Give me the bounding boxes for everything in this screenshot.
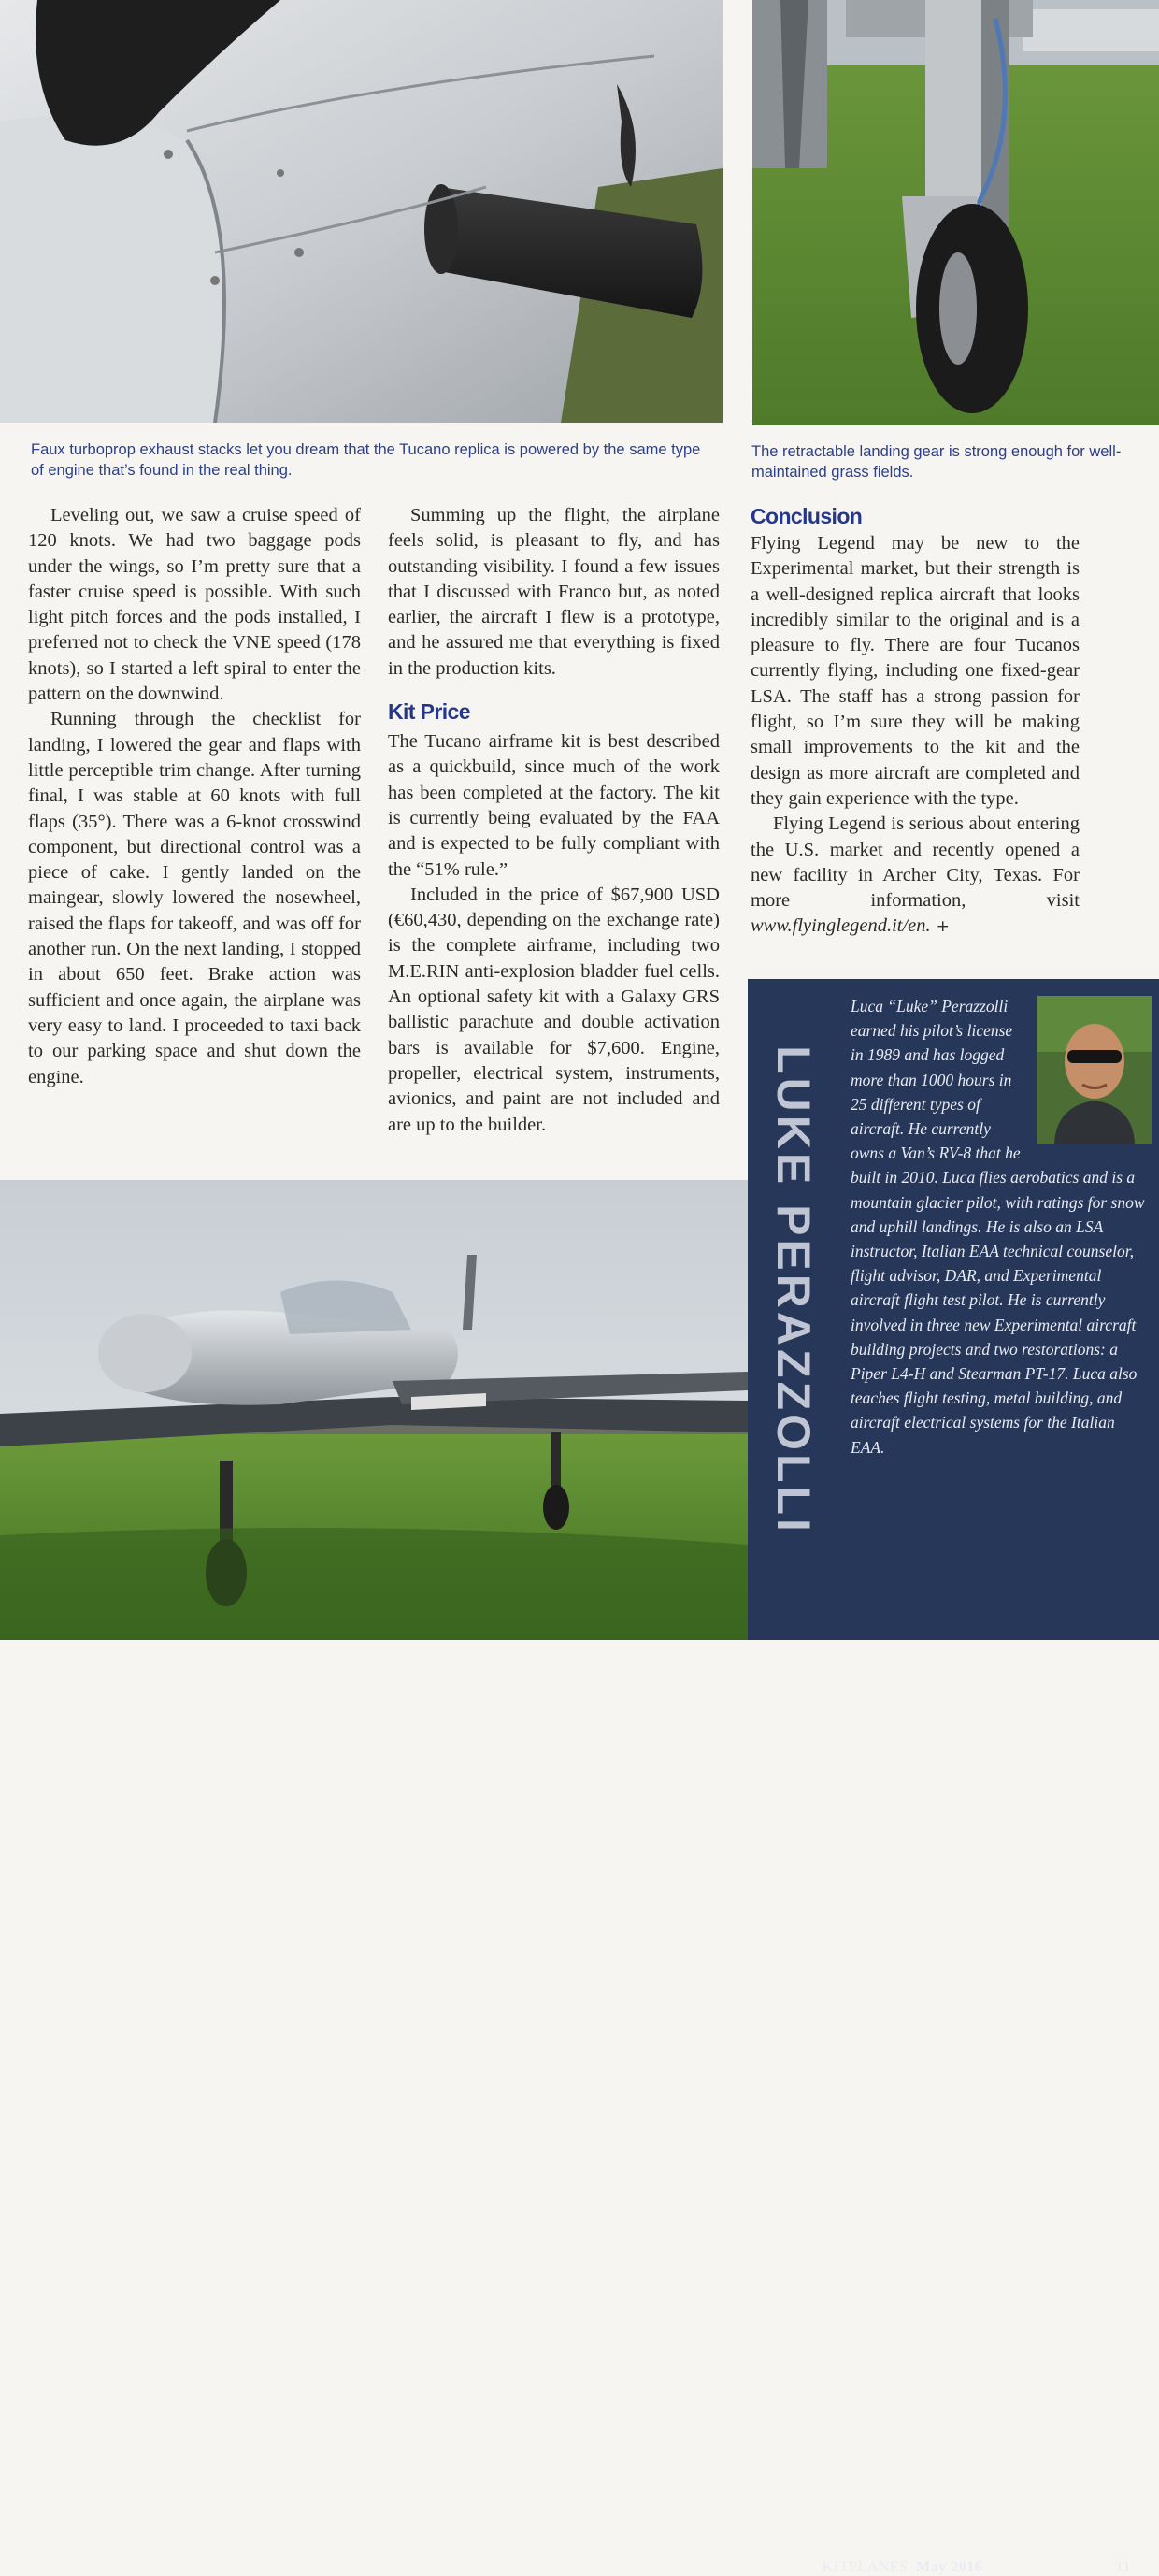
tucano-aircraft-photo (0, 1180, 748, 1640)
page-number: 11 (1115, 2559, 1131, 2575)
author-name-vertical (768, 996, 819, 1585)
author-name: LUKE PERAZZOLLI (767, 1045, 820, 1535)
author-bio-text (851, 994, 1148, 1460)
author-portrait-photo (1037, 996, 1152, 1144)
article-end-mark: + (936, 917, 950, 937)
body-text: Flying Legend is serious about entering the U.S. market and recently opened a new facility in Archer City, Texas. For more information, visit (751, 813, 1080, 912)
gear-photo-caption: The retractable landing gear is strong enough for well-maintained grass fields. (751, 443, 1122, 481)
body-paragraph: Included in the price of $67,900 USD (€60,430, depending on the exchange rate) is the complete airframe, including two M.E.RIN anti-explosion bladder fuel cells. An optional safety kit with a Galaxy GRS ballistic parachute and double activation bars is available for $7,600. Engine, propeller, electrical system, instruments, avionics, and paint are not included and are up to the builder. (388, 884, 720, 1135)
article-column-3 (751, 531, 1080, 941)
body-paragraph (751, 812, 1080, 940)
website-link[interactable]: www.flyinglegend.it/en. (751, 915, 931, 937)
conclusion-heading: Conclusion (751, 504, 863, 528)
article-column-1 (28, 503, 361, 1090)
exhaust-photo-caption: Faux turboprop exhaust stacks let you dream that the Tucano replica is powered by the same type of engine that’s found in the real thing. (31, 441, 701, 479)
magazine-name: KITPLANES (823, 2559, 909, 2575)
author-bio-box (748, 979, 1159, 2575)
body-paragraph: Running through the checklist for landing, I lowered the gear and flaps with little perceptible trim change. After turning final, I was stable at 60 knots with full flaps (35°). There was a 6-knot crosswind component, but directional control was a piece of cake. I gently landed on the maingear, slowly lowered the nosewheel, raised the flaps for takeoff, and was off for another run. On the next landing, I stopped in about 650 feet. Brake action was sufficient and once again, the airplane was very easy to land. I proceeded to taxi back to our parking space and shut down the engine. (28, 709, 361, 1087)
landing-gear-photo (752, 0, 1159, 425)
body-paragraph: The Tucano airframe kit is best described as a quickbuild, since much of the work has been completed at the factory. The kit is currently being evaluated by the FAA and is expected to be fully compliant with the “51% rule.” (388, 731, 720, 880)
exhaust-stack-photo (0, 0, 723, 423)
body-paragraph: Flying Legend may be new to the Experimental market, but their strength is a well-designed replica aircraft that looks incredibly similar to the original and is a pleasure to fly. There are four Tucanos currently flying, including one fixed-gear LSA. The staff has a strong passion for flight, so I’m sure they will be making small improvements to the kit and the design as more aircraft are completed and they gain experience with the type. (751, 533, 1080, 809)
body-paragraph: Leveling out, we saw a cruise speed of 120 knots. We had two baggage pods under the wings, so I’m pretty sure that a faster cruise speed is possible. With such light pitch forces and the pods installed, I preferred not to check the VNE speed (178 knots), so I started a left spiral to enter the pattern on the downwind. (28, 505, 361, 705)
article-column-2 (388, 503, 720, 1138)
issue-date: May 2016 (916, 2559, 983, 2575)
author-bio-paragraph: Luca “Luke” Perazzolli earned his pilot’s license in 1989 and has logged more than 1000 hours in 25 different types of aircraft. He currently owns a Van’s RV-8 that he built in 2010. Luca flies aerobatics and is a mountain glacier pilot, with ratings for snow and uphill landings. He is also an LSA instructor, Italian EAA technical counselor, flight advisor, DAR, and Experimental aircraft flight test pilot. He is currently involved in three new Experimental aircraft building projects and two restorations: a Piper L4-H and Stearman PT-17. Luca also teaches flight testing, metal building, and aircraft electrical systems for the Italian EAA. (851, 997, 1145, 1457)
page-footer (823, 2559, 1131, 2576)
body-paragraph: Summing up the flight, the airplane feels solid, is pleasant to fly, and has outstanding visibility. I found a few issues that I discussed with Franco but, as noted earlier, the aircraft I flew is a prototype, and he assured me that everything is fixed in the production kits. (388, 505, 720, 679)
kit-price-heading: Kit Price (388, 699, 470, 725)
